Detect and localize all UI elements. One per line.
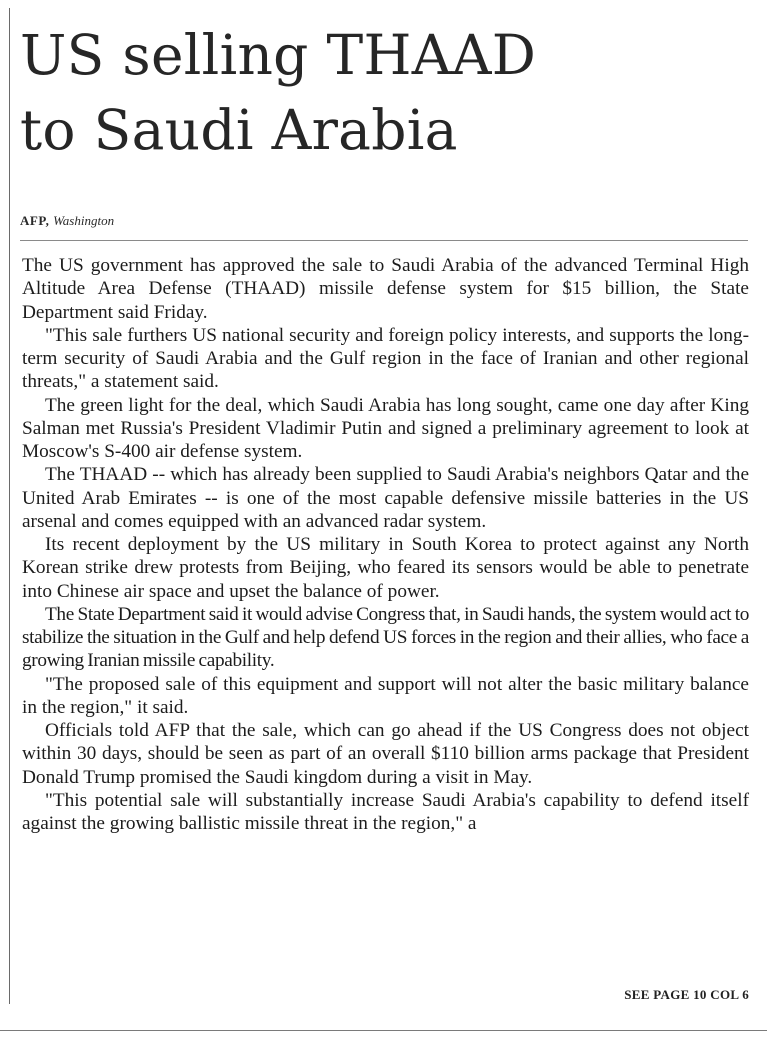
byline-dateline: Washington (53, 213, 115, 228)
article-paragraph: "The proposed sale of this equipment and support will not alter the basic military balance in the region," it said. (22, 673, 749, 718)
article-paragraph: The US government has approved the sale to Saudi Arabia of the advanced Terminal High Altitude Area Defense (THAAD) missile defense system for $15 billion, the State Department said Friday. (22, 255, 749, 323)
continuation-note: SEE PAGE 10 COL 6 (624, 987, 749, 1002)
article-paragraph: "This sale furthers US national security and foreign policy interests, and supports the long-term security of Saudi Arabia and the Gulf region in the face of Iranian and other regional threats," a statement said. (22, 324, 749, 393)
byline-agency: AFP, (20, 213, 50, 228)
article-paragraph: "This potential sale will substantially increase Saudi Arabia's capability to defend itself against the growing ballistic missile threat in the region," a (22, 789, 749, 834)
byline (20, 213, 114, 229)
article-paragraph: The State Department said it would advise Congress that, in Saudi hands, the system would act to stabilize the situation in the Gulf and help defend US forces in the region and their allies, who face a growing Iranian missile capability. (22, 603, 749, 672)
page-edge-rule (0, 1030, 767, 1031)
byline-divider (20, 240, 748, 241)
headline-line-2: to Saudi Arabia (20, 98, 458, 162)
article-paragraph: Its recent deployment by the US military in South Korea to protect against any North Korean strike drew protests from Beijing, who feared its sensors would be able to penetrate into Chinese air space and upset the balance of power. (22, 534, 749, 602)
article-paragraph: The green light for the deal, which Saudi Arabia has long sought, came one day after King Salman met Russia's President Vladimir Putin and signed a preliminary agreement to look at Moscow's S-400 air defense system. (22, 394, 749, 462)
article-body (22, 254, 749, 835)
headline-line-1: US selling THAAD (20, 23, 537, 87)
headline (20, 18, 760, 168)
column-rule-left (9, 8, 10, 1004)
article-paragraph: The THAAD -- which has already been supplied to Saudi Arabia's neighbors Qatar and the United Arab Emirates -- is one of the most capable defensive missile batteries in the US arsenal and comes equipped with an advanced radar system. (22, 464, 749, 532)
article-paragraph: Officials told AFP that the sale, which can go ahead if the US Congress does not object within 30 days, should be seen as part of an overall $110 billion arms package that President Donald Trump promised the Saudi kingdom during a visit in May. (22, 720, 749, 788)
